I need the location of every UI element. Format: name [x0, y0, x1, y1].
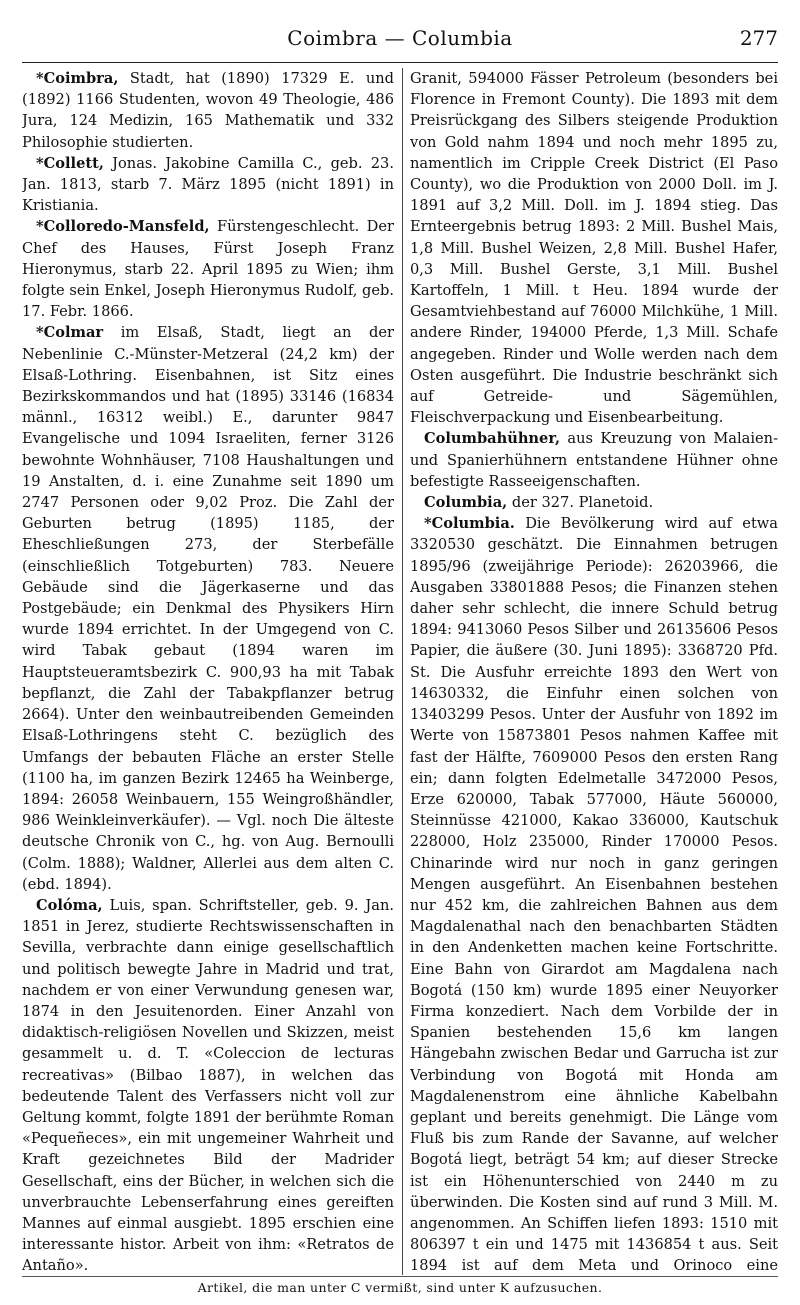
left-column [22, 68, 394, 1275]
entry-text: Granit, 594000 Fässer Petroleum (besonders bei Florence in Fremont County). Die 1893 mit dem Preisrückgang des Silbers steigende Produktion von Gold nahm 1894 und noch mehr 1895 zu, namentlich im Cripple Creek District (El Paso County), wo die Produktion von 2000 Doll. im J. 1891 auf 3,2 Mill. Doll. im J. 1894 stieg. Das Ernteergebnis betrug 1893: 2 Mill. Bushel Mais, 1,8 Mill. Bushel Weizen, 2,8 Mill. Bushel Hafer, 0,3 Mill. Bushel Gerste, 3,1 Mill. Bushel Kartoffeln, 1 Mill. t Heu. 1894 wurde der Gesamtviehbestand auf 76000 Milchkühe, 1 Mill. andere Rinder, 194000 Pferde, 1,3 Mill. Schafe angegeben. Rinder und Wolle werden nach dem Osten ausgeführt. Die Industrie beschränkt sich auf Getreide- und Sägemühlen, Fleischverpackung und Eisenbearbeitung. [410, 70, 778, 427]
entry-text: im Elsaß, Stadt, liegt an der Nebenlinie C.-Münster-Metzeral (24,2 km) der Elsaß-Lothring. Eisenbahnen, ist Sitz eines Bezirkskommandos und hat (1895) 33146 (16834 männl., 16312 weibl.) E., darunter 9847 Evangelische und 1094 Israeliten, ferner 3126 bewohnte Wohnhäuser, 7108 Haushaltungen und 19 Anstalten, d. i. eine Zunahme seit 1890 um 2747 Personen oder 9,02 Proz. Die Zahl der Geburten betrug (1895) 1185, der Eheschließungen 273, der Sterbefälle (einschließlich Totgeburten) 783. Neuere Gebäude sind die Jägerkaserne und das Postgebäude; ein Denkmal des Physikers Hirn wurde 1894 errichtet. In der Umgegend von C. wird Tabak gebaut (1894 waren im Hauptsteueramtsbezirk C. 900,93 ha mit Tabak bepflanzt, die Zahl der Tabakpflanzer betrug 2664). Unter den weinbautreibenden Gemeinden Elsaß-Lothringens steht C. bezüglich des Umfangs der bebauten Fläche an erster Stelle (1100 ha, im ganzen Bezirk 12465 ha Weinberge, 1894: 26058 Weinbauern, 155 Weingroßhändler, 986 Weinkleinverkäufer). — Vgl. noch Die älteste deutsche Chronik von C., hg. von Aug. Bernoulli (Colm. 1888); Waldner, Allerlei aus dem alten C. (ebd. 1894). [22, 324, 394, 893]
page-number: 277 [739, 26, 778, 50]
entry-columbia [410, 513, 778, 1275]
entry-headword: Columbia, [424, 494, 508, 512]
entry-text: Luis, span. Schriftsteller, geb. 9. Jan. 1851 in Jerez, studierte Rechtswissenschaften in Sevilla, verbrachte dann einige gesellschaftlich und politisch bewegte Jahre in Madrid und trat, nachdem er von einer Verwundung genesen war, 1874 in den Jesuitenorden. Einer Anzahl von didaktisch-religiösen Novellen und Skizzen, meist gesammelt u. d. T. «Coleccion de lecturas recreativas» (Bilbao 1887), in welchen das bedeutende Talent des Verfassers nicht voll zur Geltung kommt, folgte 1891 der berühmte Roman «Pequeñeces», ein mit ungemeiner Wahrheit und Kraft gezeichnetes Bild der Madrider Gesellschaft, eins der Bücher, in welchen sich die unverbrauchte Lebenserfahrung eines gereiften Mannes auf einmal ausgiebt. 1895 erschien eine interessante histor. Arbeit von ihm: «Retratos de Antaño». [22, 896, 394, 1275]
header-rule [22, 62, 778, 63]
entry-text: Stadt, hat (1890) 17329 E. und (1892) 1166 Studenten, wovon 49 Theologie, 486 Jura, 124 Medizin, 165 Mathematik und 332 Philosophie studierten. [22, 70, 394, 151]
entry-colloredo-mansfeld [22, 216, 394, 322]
entry-headword: Columbahühner, [424, 430, 561, 448]
entry-collett [22, 153, 394, 217]
entry-headword: Colóma, [36, 896, 103, 914]
entry-headword: *Columbia. [424, 515, 515, 533]
right-column [410, 68, 778, 1275]
entry-colorado-continued [410, 68, 778, 428]
entry-headword: *Coimbra, [36, 70, 119, 87]
entry-text: der 327. Planetoid. [507, 494, 654, 512]
footer-rule [22, 1276, 778, 1277]
entry-text: aus Kreuzung von Malaien- und Spanierhühnern entstandene Hühner ohne befestigte Rasseeigenschaften. [410, 430, 778, 490]
entry-columbia-planetoid [410, 492, 778, 513]
entry-headword: *Colmar [36, 324, 104, 342]
entry-text: Jonas. Jakobine Camilla C., geb. 23. Jan. 1813, starb 7. März 1895 (nicht 1891) in Kristiania. [22, 154, 394, 215]
entry-headword: *Colloredo-Mansfeld, [36, 218, 210, 236]
page-footnote: Artikel, die man unter C vermißt, sind unter K aufzusuchen. [197, 1280, 603, 1295]
header-title: Coimbra — Columbia [287, 26, 513, 50]
entry-columbahuehner [410, 428, 778, 492]
entry-coloma [22, 895, 394, 1275]
running-header [22, 26, 778, 58]
column-divider [402, 68, 403, 1275]
entry-colmar [22, 322, 394, 894]
entry-headword: *Collett, [36, 154, 104, 172]
entry-text: Die Bevölkerung wird auf etwa 3320530 geschätzt. Die Einnahmen betrugen 1895/96 (zweijährige Periode): 26203966, die Ausgaben 33801888 Pesos; die Finanzen stehen daher sehr schlecht, die innere Schuld betrug 1894: 9413060 Pesos Silber und 26135606 Pesos Papier, die äußere (30. Juni 1895): 3368720 Pfd. St. Die Ausfuhr erreichte 1893 den Wert von 14630332, die Einfuhr einen solchen von 13403299 Pesos. Unter der Ausfuhr von 1892 im Werte von 15873801 Pesos nahmen Kaffee mit fast der Hälfte, 7609000 Pesos den ersten Rang ein; dann folgten Edelmetalle 3472000 Pesos, Erze 620000, Tabak 577000, Häute 560000, Steinnüsse 421000, Kakao 336000, Kautschuk 228000, Holz 235000, Rinder 170000 Pesos. Chinarinde wird nur noch in ganz geringen Mengen ausgeführt. An Eisenbahnen bestehen nur 452 km, die zahlreichen Bahnen aus dem Magdalenathal nach den benachbarten Städten in den Andenketten machen keine Fortschritte. Eine Bahn von Girardot am Magdalena nach Bogotá (150 km) wurde 1895 einer Neuyorker Firma konzediert. Nach dem Vorbilde der in Spanien bestehenden 15,6 km langen Hängebahn zwischen Bedar und Garrucha ist zur Verbindung von Bogotá mit Honda am Magdalenenstrom eine ähnliche Kabelbahn geplant und bereits genehmigt. Die Länge vom Fluß bis zum Rande der Savanne, auf welcher Bogotá liegt, beträgt 54 km; auf dieser Strecke ist ein Höhenunterschied von 2440 m zu überwinden. Die Kosten sind auf rund 3 Mill. M. angenommen. An Schiffen liefen 1893: 1510 mit 806397 t ein und 1475 mit 1436854 t aus. Seit 1894 ist auf dem Meta und Orinoco eine [410, 515, 778, 1275]
entry-text: Fürstengeschlecht. Der Chef des Hauses, Fürst Joseph Franz Hieronymus, starb 22. April 1895 zu Wien; ihm folgte sein Enkel, Joseph Hieronymus Rudolf, geb. 17. Febr. 1866. [22, 218, 394, 321]
entry-coimbra [22, 68, 394, 153]
